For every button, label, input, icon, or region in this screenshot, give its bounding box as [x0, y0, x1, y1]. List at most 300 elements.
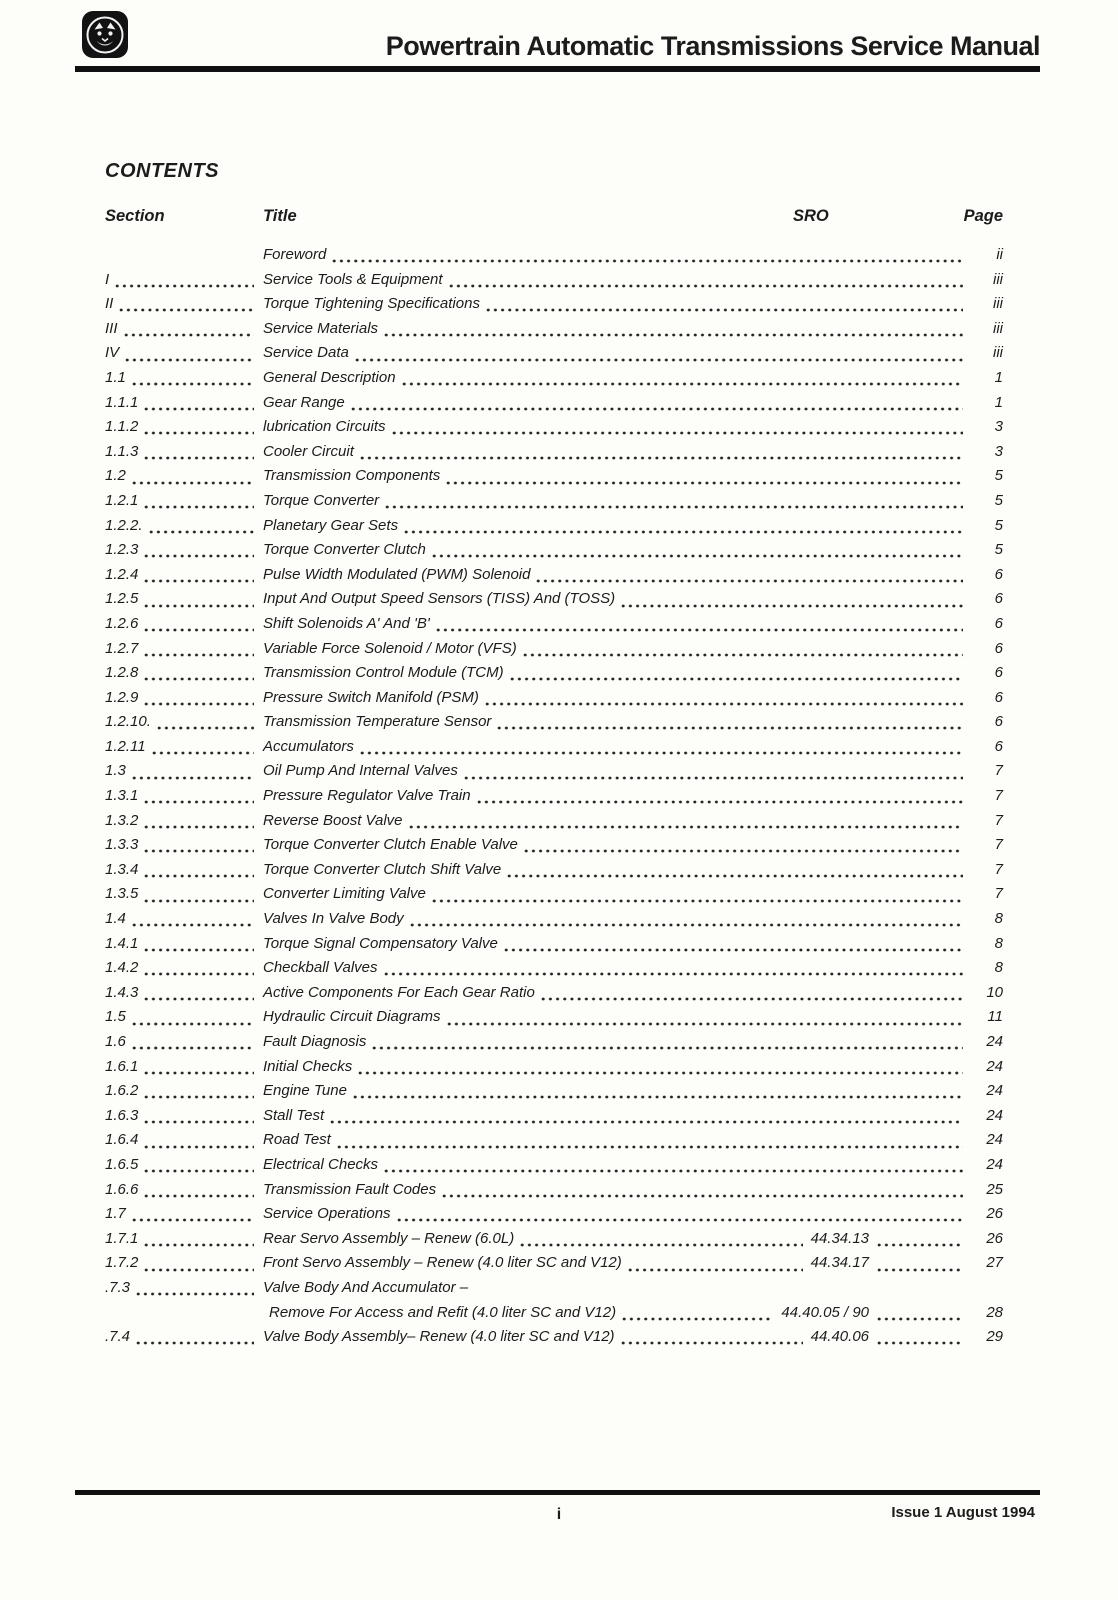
toc-row	[105, 489, 1003, 514]
toc-entry-title: General Description	[263, 368, 396, 386]
toc-row	[105, 268, 1003, 293]
toc-row-line	[105, 956, 1003, 981]
toc-page-number: 5	[994, 516, 1003, 534]
toc-section-number: 1.2.11	[105, 737, 146, 755]
toc-entry-title: Pulse Width Modulated (PWM) Solenoid	[263, 565, 531, 583]
toc-section-cell	[105, 784, 263, 809]
toc-entry-title: Torque Converter Clutch Enable Valve	[263, 836, 518, 854]
toc-section-cell	[105, 932, 263, 957]
dot-leader	[152, 735, 254, 760]
toc-section-cell	[105, 1153, 263, 1178]
toc-page-number: 24	[986, 1131, 1003, 1149]
toc-row-line	[105, 489, 1003, 514]
toc-section-number: 1.3.4	[105, 860, 139, 878]
toc-entry-title: Checkball Valves	[263, 959, 378, 977]
toc-row	[105, 882, 1003, 907]
toc-section-number: 1.7.2	[105, 1254, 139, 1272]
dot-leader	[877, 1325, 963, 1350]
toc-row-line	[105, 464, 1003, 489]
toc-entry-title: Transmission Fault Codes	[263, 1180, 437, 1198]
dot-leader	[144, 1055, 254, 1080]
toc-row-line	[105, 391, 1003, 416]
dot-leader	[144, 858, 254, 883]
toc-row-line	[105, 587, 1003, 612]
toc-page-number: 10	[986, 983, 1003, 1001]
dot-leader	[436, 612, 963, 637]
toc-row-line	[105, 686, 1003, 711]
dot-leader	[144, 587, 254, 612]
dot-leader	[144, 489, 254, 514]
dot-leader	[384, 1153, 963, 1178]
dot-leader	[410, 907, 963, 932]
contents-section	[105, 160, 1003, 1350]
toc-row	[105, 366, 1003, 391]
toc-entry-title: Oil Pump And Internal Valves	[263, 762, 458, 780]
toc-row	[105, 1005, 1003, 1030]
dot-leader	[132, 1030, 254, 1055]
toc-page-number: ii	[996, 246, 1003, 263]
dot-leader	[360, 735, 963, 760]
toc-page-number: 3	[994, 442, 1003, 460]
toc-row-line	[105, 1325, 1003, 1350]
toc-section-number: 1.7	[105, 1205, 126, 1223]
toc-section-cell	[105, 1276, 263, 1301]
toc-section-number: 1.2.2.	[105, 516, 143, 534]
toc-entry-title: Initial Checks	[263, 1057, 353, 1075]
toc-entry-title: Cooler Circuit	[263, 442, 354, 460]
dot-leader	[628, 1251, 803, 1276]
toc-section-number: I	[105, 270, 110, 288]
toc-row	[105, 833, 1003, 858]
toc-row	[105, 1178, 1003, 1203]
toc-section-number: 1.2.1	[105, 491, 139, 509]
toc-entry-title: Torque Converter Clutch Shift Valve	[263, 860, 502, 878]
toc-row	[105, 317, 1003, 342]
manual-title: Powertrain Automatic Transmissions Service Manual	[385, 31, 1040, 61]
dot-leader	[384, 317, 963, 342]
toc-row	[105, 1227, 1003, 1252]
toc-row-line	[105, 1227, 1003, 1252]
toc-section-cell	[105, 1079, 263, 1104]
contents-heading: CONTENTS	[105, 160, 219, 182]
toc-row-line	[105, 1202, 1003, 1227]
toc-section-cell	[105, 292, 263, 317]
toc-section-cell	[105, 858, 263, 883]
toc-page-number: iii	[993, 344, 1003, 362]
toc-page-number: 7	[994, 787, 1003, 805]
toc-page-number: 6	[994, 664, 1003, 682]
dot-leader	[485, 686, 963, 711]
dot-leader	[157, 710, 254, 735]
dot-leader	[337, 1128, 963, 1153]
toc-section-number: 1.3.3	[105, 836, 139, 854]
toc-section-number: 1.2.8	[105, 664, 139, 682]
dot-leader	[510, 661, 963, 686]
toc-row	[105, 514, 1003, 539]
toc-page-number: 7	[994, 836, 1003, 854]
dot-leader	[353, 1079, 963, 1104]
toc-row-line	[105, 1153, 1003, 1178]
toc-row	[105, 1153, 1003, 1178]
toc-row	[105, 956, 1003, 981]
toc-section-number: 1.6.6	[105, 1180, 139, 1198]
toc-entry-title: Torque Converter Clutch	[263, 541, 426, 559]
dot-leader	[392, 415, 963, 440]
dot-leader	[358, 1055, 963, 1080]
toc-section-number: .7.3	[105, 1278, 131, 1296]
toc-entry-title: Transmission Temperature Sensor	[263, 713, 492, 731]
toc-row	[105, 1325, 1003, 1350]
toc-page-number: 24	[986, 1082, 1003, 1100]
toc-section-cell	[105, 341, 263, 366]
toc-row-line	[105, 1251, 1003, 1276]
toc-row	[105, 710, 1003, 735]
toc-entry-title: Hydraulic Circuit Diagrams	[263, 1008, 441, 1026]
toc-section-cell	[105, 563, 263, 588]
toc-sro-number: 44.40.06	[810, 1328, 869, 1346]
toc-entry-title: Valve Body And Accumulator –	[263, 1278, 469, 1296]
toc-section-cell	[105, 1202, 263, 1227]
dot-leader	[144, 1153, 254, 1178]
toc-entry-title: Stall Test	[263, 1106, 325, 1124]
toc-row-line	[105, 1005, 1003, 1030]
dot-leader	[119, 292, 254, 317]
toc-entry-title: Input And Output Speed Sensors (TISS) And (TOSS)	[263, 590, 616, 608]
toc-page-number: 6	[994, 565, 1003, 583]
dot-leader	[115, 268, 254, 293]
dot-leader	[144, 882, 254, 907]
col-header-page: Page	[963, 207, 1003, 225]
toc-row-line	[105, 563, 1003, 588]
dot-leader	[409, 809, 963, 834]
toc-page-number: 24	[986, 1057, 1003, 1075]
toc-row-line	[105, 882, 1003, 907]
dot-leader	[447, 1005, 963, 1030]
dot-leader	[446, 464, 963, 489]
toc-section-number: 1.4.3	[105, 983, 139, 1001]
dot-leader	[132, 366, 254, 391]
toc-row	[105, 538, 1003, 563]
toc-row	[105, 1055, 1003, 1080]
toc-row-line	[105, 637, 1003, 662]
toc-entry-title: Pressure Switch Manifold (PSM)	[263, 688, 479, 706]
toc-section-number: 1.2.6	[105, 614, 139, 632]
toc-entry-title: Torque Tightening Specifications	[263, 295, 480, 313]
dot-leader	[877, 1251, 963, 1276]
toc-section-number: 1.3.1	[105, 787, 139, 805]
toc-row-line	[105, 833, 1003, 858]
toc-page-number: 1	[994, 368, 1003, 386]
dot-leader	[621, 1325, 803, 1350]
col-header-sro: SRO	[793, 207, 829, 225]
toc-entry-title: Rear Servo Assembly – Renew (6.0L)	[263, 1229, 515, 1247]
toc-row	[105, 981, 1003, 1006]
toc-entry-title: Service Tools & Equipment	[263, 270, 443, 288]
toc-section-cell	[105, 1005, 263, 1030]
toc-section-cell	[105, 415, 263, 440]
toc-entry-title: Active Components For Each Gear Ratio	[263, 983, 535, 1001]
toc-row-line	[105, 1276, 1003, 1301]
toc-entry-title: Foreword	[263, 246, 327, 263]
toc-row-line	[105, 1030, 1003, 1055]
toc-row	[105, 686, 1003, 711]
toc-entry-title: Front Servo Assembly – Renew (4.0 liter SC and V12)	[263, 1254, 622, 1272]
toc-section-number: 1.3.5	[105, 885, 139, 903]
toc-section-number: 1.2.3	[105, 541, 139, 559]
dot-leader	[536, 563, 963, 588]
toc-section-cell	[105, 1128, 263, 1153]
toc-section-cell	[105, 1178, 263, 1203]
toc-section-cell	[105, 981, 263, 1006]
toc-section-cell	[105, 833, 263, 858]
toc-page-number: 6	[994, 688, 1003, 706]
toc-row	[105, 587, 1003, 612]
dot-leader	[523, 637, 963, 662]
dot-leader	[132, 907, 254, 932]
toc-row	[105, 563, 1003, 588]
toc-page-number: iii	[993, 270, 1003, 288]
dot-leader	[136, 1325, 254, 1350]
dot-leader	[332, 243, 963, 268]
dot-leader	[144, 1227, 254, 1252]
dot-leader	[351, 391, 963, 416]
jaguar-logo-icon	[81, 10, 129, 60]
toc-row	[105, 1104, 1003, 1129]
toc-page-number: 24	[986, 1033, 1003, 1050]
toc-section-cell	[105, 882, 263, 907]
dot-leader	[402, 366, 963, 391]
toc-row-line	[105, 809, 1003, 834]
dot-leader	[449, 268, 963, 293]
toc-section-number: 1.3.2	[105, 811, 139, 829]
toc-entry-title: Road Test	[263, 1131, 331, 1149]
dot-leader	[877, 1227, 963, 1252]
toc-section-cell	[105, 464, 263, 489]
toc-section-number: 1.6.4	[105, 1131, 139, 1149]
toc-row	[105, 637, 1003, 662]
toc-section-cell	[105, 268, 263, 293]
toc-row	[105, 415, 1003, 440]
toc-entry-title: Electrical Checks	[263, 1155, 379, 1173]
dot-leader	[520, 1227, 802, 1252]
toc-section-number: 1.2.4	[105, 565, 139, 583]
toc-row	[105, 292, 1003, 317]
dot-leader	[486, 292, 963, 317]
toc-page-number: 27	[986, 1254, 1003, 1272]
toc-page-number: 5	[994, 491, 1003, 509]
toc-page-number: 8	[994, 959, 1003, 977]
toc-section-cell	[105, 686, 263, 711]
toc-page-number: 28	[986, 1303, 1003, 1321]
toc-page-number: 25	[986, 1180, 1003, 1198]
toc-entry-title: Shift Solenoids A' And 'B'	[263, 614, 430, 632]
dot-leader	[144, 440, 254, 465]
toc-row-line	[105, 268, 1003, 293]
toc-row-line	[105, 735, 1003, 760]
toc-section-cell	[105, 587, 263, 612]
toc-row	[105, 612, 1003, 637]
dot-leader	[149, 514, 254, 539]
toc-row-line	[105, 661, 1003, 686]
toc-row-line	[105, 981, 1003, 1006]
toc-row-line	[105, 1178, 1003, 1203]
toc-entry-title: Torque Signal Compensatory Valve	[263, 934, 498, 952]
toc-entry-title: Fault Diagnosis	[263, 1033, 367, 1050]
toc-page-number: 5	[994, 467, 1003, 485]
toc-row	[105, 759, 1003, 784]
toc-sro-number: 44.40.05 / 90	[781, 1303, 869, 1321]
dot-leader	[124, 317, 254, 342]
toc-row-line	[105, 243, 1003, 268]
toc-row	[105, 243, 1003, 268]
toc-row-line	[105, 440, 1003, 465]
toc-row-line	[105, 1055, 1003, 1080]
toc-entry-title: Accumulators	[263, 737, 354, 755]
toc-section-number: III	[105, 319, 118, 337]
toc-page-number: 3	[994, 418, 1003, 436]
toc-entry-title: Variable Force Solenoid / Motor (VFS)	[263, 639, 517, 657]
toc-entry-title: Torque Converter	[263, 491, 380, 509]
toc-section-cell	[105, 1251, 263, 1276]
toc-row	[105, 341, 1003, 366]
dot-leader	[372, 1030, 963, 1055]
dot-leader	[144, 981, 254, 1006]
toc-row-line	[105, 932, 1003, 957]
toc-entry-title: Service Materials	[263, 319, 379, 337]
dot-leader	[355, 341, 963, 366]
toc-section-number: 1.5	[105, 1008, 126, 1026]
dot-leader	[144, 661, 254, 686]
dot-leader	[432, 882, 963, 907]
toc-page-number: 5	[994, 541, 1003, 559]
toc-page-number: 7	[994, 762, 1003, 780]
toc-entry-title: Service Operations	[263, 1205, 391, 1223]
toc-entry-title: Planetary Gear Sets	[263, 516, 399, 534]
toc-page-number: 6	[994, 590, 1003, 608]
toc-page-number: 1	[994, 393, 1003, 411]
toc-section-number: 1.1.3	[105, 442, 139, 460]
toc-section-number: 1.2	[105, 467, 126, 485]
dot-leader	[144, 809, 254, 834]
toc-page-number: iii	[993, 295, 1003, 313]
toc-entry-title-line2: Remove For Access and Refit (4.0 liter SC and V12)	[269, 1303, 617, 1321]
dot-leader	[144, 833, 254, 858]
toc-row	[105, 932, 1003, 957]
toc-section-number: 1.6.2	[105, 1082, 139, 1100]
toc-entry-title: Valve Body Assembly– Renew (4.0 liter SC and V12)	[263, 1328, 615, 1346]
column-headers	[105, 207, 1003, 233]
toc-section-cell	[105, 489, 263, 514]
toc-row-line	[105, 907, 1003, 932]
toc-row-line	[105, 317, 1003, 342]
dot-leader	[144, 1128, 254, 1153]
toc-page-number: 6	[994, 713, 1003, 731]
toc-page-number: 8	[994, 910, 1003, 928]
toc-section-number: 1.2.5	[105, 590, 139, 608]
toc-section-cell	[105, 440, 263, 465]
dot-leader	[144, 956, 254, 981]
toc-row	[105, 1079, 1003, 1104]
toc-row	[105, 391, 1003, 416]
dot-leader	[541, 981, 963, 1006]
toc-section-number: .7.4	[105, 1328, 131, 1346]
toc-section-number: 1.3	[105, 762, 126, 780]
toc-page-number: 6	[994, 639, 1003, 657]
toc-section-cell	[105, 366, 263, 391]
dot-leader	[132, 759, 254, 784]
toc-section-cell	[105, 735, 263, 760]
dot-leader	[507, 858, 963, 883]
dot-leader	[477, 784, 963, 809]
toc-section-number: 1.6.1	[105, 1057, 139, 1075]
toc-row-line	[105, 612, 1003, 637]
toc-section-cell	[105, 956, 263, 981]
dot-leader	[330, 1104, 963, 1129]
dot-leader	[144, 1251, 254, 1276]
toc-section-number: 1.2.10.	[105, 713, 151, 731]
dot-leader	[144, 391, 254, 416]
toc-row	[105, 440, 1003, 465]
toc-entry-title: Transmission Components	[263, 467, 441, 485]
toc-section-cell	[105, 907, 263, 932]
toc-page-number: 26	[986, 1205, 1003, 1223]
dot-leader	[144, 1178, 254, 1203]
dot-leader	[144, 612, 254, 637]
toc-section-cell	[105, 759, 263, 784]
toc-page-number: 6	[994, 737, 1003, 755]
toc-sro-number: 44.34.17	[810, 1254, 869, 1272]
toc-section-cell	[105, 1227, 263, 1252]
dot-leader	[125, 341, 254, 366]
dot-leader	[136, 1276, 254, 1301]
toc-row	[105, 907, 1003, 932]
toc-row	[105, 858, 1003, 883]
dot-leader	[144, 1104, 254, 1129]
dot-leader	[504, 932, 963, 957]
toc-section-number: 1.1	[105, 368, 126, 386]
dot-leader	[385, 489, 963, 514]
toc-section-number: 1.4	[105, 910, 126, 928]
toc-row-continuation	[105, 1301, 1003, 1326]
toc-row-line	[105, 1104, 1003, 1129]
toc-row	[105, 1030, 1003, 1055]
toc-section-number: II	[105, 295, 114, 313]
toc-section-cell	[105, 612, 263, 637]
dot-leader	[144, 784, 254, 809]
toc-row-line	[105, 858, 1003, 883]
toc-section-cell	[105, 637, 263, 662]
toc-section-number: 1.2.7	[105, 639, 139, 657]
toc-row-line	[105, 759, 1003, 784]
toc-row-line	[105, 710, 1003, 735]
toc-entry-title: Gear Range	[263, 393, 345, 411]
toc-page-number: 26	[986, 1229, 1003, 1247]
toc-row-line	[105, 1128, 1003, 1153]
toc-section-cell	[105, 661, 263, 686]
footer-issue: Issue 1 August 1994	[891, 1504, 1035, 1521]
toc-row-line	[105, 292, 1003, 317]
dot-leader	[144, 1079, 254, 1104]
toc-row-line	[105, 784, 1003, 809]
toc-section-cell	[105, 538, 263, 563]
dot-leader	[144, 563, 254, 588]
dot-leader	[442, 1178, 963, 1203]
toc-row	[105, 1251, 1003, 1276]
dot-leader	[397, 1202, 963, 1227]
toc-row-line	[105, 514, 1003, 539]
toc-row	[105, 1202, 1003, 1227]
toc-entry-title: Reverse Boost Valve	[263, 811, 403, 829]
